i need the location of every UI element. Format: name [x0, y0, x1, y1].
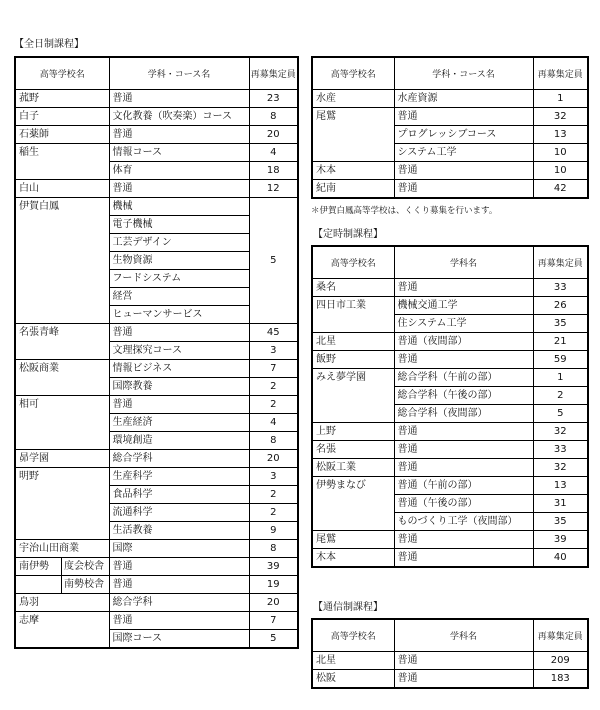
- quota-count: 3: [249, 468, 298, 486]
- correspondence-table: [311, 618, 589, 689]
- quota-count: 10: [533, 144, 588, 162]
- dept-name: 電子機械: [109, 216, 249, 234]
- quota-count: 2: [533, 387, 588, 405]
- dept-name: 体育: [109, 162, 249, 180]
- quota-count: 5: [249, 630, 298, 649]
- quota-count: 2: [249, 486, 298, 504]
- dept-name: 普通: [394, 423, 533, 441]
- campus-name: 南勢校舎: [64, 579, 104, 590]
- dept-name: 食品科学: [109, 486, 249, 504]
- dept-name: 文理探究コース: [109, 342, 249, 360]
- dept-name: 文化教養（吹奏楽）コース: [109, 108, 249, 126]
- dept-name: 普通: [394, 180, 533, 199]
- dept-name: 普通: [109, 126, 249, 144]
- dept-name: 国際: [109, 540, 249, 558]
- dept-name: プログレッシブコース: [394, 126, 533, 144]
- quota-count: 39: [533, 531, 588, 549]
- table-row: [312, 549, 588, 568]
- campus-name: 度会校舎: [64, 561, 104, 572]
- school-name: 松阪工業: [312, 459, 394, 477]
- quota-count: 20: [249, 450, 298, 468]
- dept-name: 普通: [394, 351, 533, 369]
- quota-count: 12: [249, 180, 298, 198]
- school-name: 桑名: [312, 279, 394, 297]
- dept-name: 住システム工学: [394, 315, 533, 333]
- quota-count: 39: [249, 558, 298, 576]
- dept-name: 情報ビジネス: [109, 360, 249, 378]
- quota-count: 7: [249, 612, 298, 630]
- quota-count: 13: [533, 477, 588, 495]
- header-count: 再募集定員: [249, 57, 298, 90]
- quota-count: 183: [533, 670, 588, 689]
- school-name: 伊賀白鳳: [15, 198, 109, 324]
- quota-count: 33: [533, 441, 588, 459]
- school-name: [16, 576, 62, 593]
- quota-count: 32: [533, 108, 588, 126]
- dept-name: 生産経済: [109, 414, 249, 432]
- dept-name: 総合学科: [109, 594, 249, 612]
- school-name: 石薬師: [15, 126, 109, 144]
- quota-count: 18: [249, 162, 298, 180]
- table-row: [15, 558, 298, 576]
- header-count: 再募集定員: [533, 246, 588, 279]
- quota-count: 5: [533, 405, 588, 423]
- table-row: [15, 576, 298, 594]
- header-dept: 学科・コース名: [109, 57, 249, 90]
- quota-count: 32: [533, 459, 588, 477]
- dept-name: 普通: [109, 612, 249, 630]
- quota-count: 20: [249, 126, 298, 144]
- dept-name: 機械: [109, 198, 249, 216]
- quota-count: 23: [249, 90, 298, 108]
- table-row: [15, 144, 298, 162]
- dept-name: 普通: [394, 441, 533, 459]
- school-name: 菰野: [15, 90, 109, 108]
- quota-count: 33: [533, 279, 588, 297]
- school-name: 尾鷲: [312, 108, 394, 162]
- table-row: [15, 108, 298, 126]
- dept-name: 国際コース: [109, 630, 249, 649]
- table-header-row: [312, 246, 588, 279]
- table-row: [15, 126, 298, 144]
- dept-name: 普通: [109, 324, 249, 342]
- quota-count: 21: [533, 333, 588, 351]
- dept-name: 経営: [109, 288, 249, 306]
- table-row: [15, 612, 298, 630]
- quota-count: 5: [249, 198, 298, 324]
- school-name: 南伊勢: [16, 558, 62, 575]
- school-name: 北星: [312, 333, 394, 351]
- fulltime-table: [14, 56, 299, 649]
- header-school: 高等学校名: [312, 619, 394, 652]
- dept-name: システム工学: [394, 144, 533, 162]
- school-name: 稲生: [15, 144, 109, 180]
- school-name: 明野: [15, 468, 109, 540]
- dept-name: 普通: [109, 576, 249, 594]
- table-row: [312, 351, 588, 369]
- quota-count: 3: [249, 342, 298, 360]
- school-name: 木本: [312, 162, 394, 180]
- table-row: [312, 90, 588, 108]
- quota-count: 8: [249, 432, 298, 450]
- dept-name: 総合学科: [109, 450, 249, 468]
- table-row: [312, 531, 588, 549]
- school-name: 四日市工業: [312, 297, 394, 333]
- school-name: 松阪商業: [15, 360, 109, 396]
- table-row: [312, 423, 588, 441]
- quota-count: 2: [249, 396, 298, 414]
- dept-name: 普通（午前の部）: [394, 477, 533, 495]
- table-row: [15, 468, 298, 486]
- dept-name: 普通: [394, 531, 533, 549]
- table-row: [15, 450, 298, 468]
- table-row: [312, 441, 588, 459]
- quota-count: 32: [533, 423, 588, 441]
- table-row: [15, 198, 298, 216]
- dept-name: 普通: [109, 558, 249, 576]
- table-row: [15, 90, 298, 108]
- school-name: 紀南: [312, 180, 394, 199]
- dept-name: 普通: [109, 396, 249, 414]
- school-campus-cell: [15, 558, 109, 576]
- dept-name: 国際教養: [109, 378, 249, 396]
- school-campus-cell: [15, 576, 109, 594]
- quota-count: 1: [533, 369, 588, 387]
- table-row: [15, 540, 298, 558]
- dept-name: 普通: [109, 180, 249, 198]
- quota-count: 20: [249, 594, 298, 612]
- table-row: [312, 180, 588, 199]
- quota-count: 209: [533, 652, 588, 670]
- school-name: 飯野: [312, 351, 394, 369]
- parttime-table: [311, 245, 589, 568]
- dept-name: 普通: [394, 279, 533, 297]
- table-row: [15, 360, 298, 378]
- quota-count: 4: [249, 144, 298, 162]
- header-dept: 学科名: [394, 246, 533, 279]
- fulltime-table-continued: [311, 56, 589, 199]
- dept-name: 総合学科（午前の部）: [394, 369, 533, 387]
- dept-name: 情報コース: [109, 144, 249, 162]
- school-name: 白山: [15, 180, 109, 198]
- table-row: [15, 594, 298, 612]
- quota-count: 59: [533, 351, 588, 369]
- table-header-row: [312, 619, 588, 652]
- dept-name: 普通: [394, 459, 533, 477]
- table-row: [312, 459, 588, 477]
- table-row: [312, 369, 588, 387]
- school-name: 相可: [15, 396, 109, 450]
- table-row: [312, 670, 588, 689]
- dept-name: 流通科学: [109, 504, 249, 522]
- dept-name: 総合学科（午後の部）: [394, 387, 533, 405]
- header-dept: 学科・コース名: [394, 57, 533, 90]
- footnote: ＊伊賀白鳳高等学校は、くくり募集を行います。: [311, 206, 498, 216]
- table-row: [312, 652, 588, 670]
- quota-count: 45: [249, 324, 298, 342]
- parttime-section-title: 【定時制課程】: [313, 229, 383, 240]
- school-name: 水産: [312, 90, 394, 108]
- header-school: 高等学校名: [312, 57, 394, 90]
- school-name: 尾鷲: [312, 531, 394, 549]
- school-name: 上野: [312, 423, 394, 441]
- dept-name: 総合学科（夜間部）: [394, 405, 533, 423]
- quota-count: 2: [249, 504, 298, 522]
- table-header-row: [312, 57, 588, 90]
- school-name: 松阪: [312, 670, 394, 689]
- header-count: 再募集定員: [533, 619, 588, 652]
- table-row: [312, 279, 588, 297]
- school-name: 名張: [312, 441, 394, 459]
- header-dept: 学科名: [394, 619, 533, 652]
- dept-name: フードシステム: [109, 270, 249, 288]
- header-school: 高等学校名: [15, 57, 109, 90]
- dept-name: 普通（夜間部）: [394, 333, 533, 351]
- quota-count: 31: [533, 495, 588, 513]
- quota-count: 40: [533, 549, 588, 568]
- header-school: 高等学校名: [312, 246, 394, 279]
- quota-count: 8: [249, 108, 298, 126]
- quota-count: 4: [249, 414, 298, 432]
- dept-name: 生物資源: [109, 252, 249, 270]
- dept-name: 普通: [109, 90, 249, 108]
- dept-name: 生活教養: [109, 522, 249, 540]
- header-count: 再募集定員: [533, 57, 588, 90]
- dept-name: 普通: [394, 108, 533, 126]
- school-name: 宇治山田商業: [15, 540, 109, 558]
- quota-count: 8: [249, 540, 298, 558]
- school-name: 木本: [312, 549, 394, 568]
- school-name: 名張青峰: [15, 324, 109, 360]
- table-row: [15, 396, 298, 414]
- table-header-row: [15, 57, 298, 90]
- quota-count: 1: [533, 90, 588, 108]
- dept-name: 工芸デザイン: [109, 234, 249, 252]
- table-row: [15, 324, 298, 342]
- school-name: 昴学園: [15, 450, 109, 468]
- table-row: [312, 297, 588, 315]
- quota-count: 10: [533, 162, 588, 180]
- dept-name: 普通: [394, 549, 533, 568]
- dept-name: 普通（午後の部）: [394, 495, 533, 513]
- quota-count: 42: [533, 180, 588, 199]
- quota-count: 35: [533, 513, 588, 531]
- dept-name: 生産科学: [109, 468, 249, 486]
- table-row: [312, 162, 588, 180]
- dept-name: ものづくり工学（夜間部）: [394, 513, 533, 531]
- school-name: 白子: [15, 108, 109, 126]
- school-name: みえ夢学園: [312, 369, 394, 423]
- table-row: [15, 180, 298, 198]
- correspondence-section-title: 【通信制課程】: [313, 602, 383, 613]
- quota-count: 2: [249, 378, 298, 396]
- dept-name: 普通: [394, 162, 533, 180]
- table-row: [312, 333, 588, 351]
- table-row: [312, 108, 588, 126]
- table-row: [312, 477, 588, 495]
- dept-name: 機械交通工学: [394, 297, 533, 315]
- dept-name: 普通: [394, 670, 533, 689]
- quota-count: 35: [533, 315, 588, 333]
- school-name: 北星: [312, 652, 394, 670]
- school-name: 伊勢まなび: [312, 477, 394, 531]
- fulltime-section-title: 【全日制課程】: [14, 39, 84, 50]
- dept-name: 水産資源: [394, 90, 533, 108]
- quota-count: 26: [533, 297, 588, 315]
- dept-name: 環境創造: [109, 432, 249, 450]
- dept-name: 普通: [394, 652, 533, 670]
- dept-name: ヒューマンサービス: [109, 306, 249, 324]
- quota-count: 19: [249, 576, 298, 594]
- school-name: 鳥羽: [15, 594, 109, 612]
- school-name: 志摩: [15, 612, 109, 649]
- quota-count: 13: [533, 126, 588, 144]
- quota-count: 9: [249, 522, 298, 540]
- quota-count: 7: [249, 360, 298, 378]
